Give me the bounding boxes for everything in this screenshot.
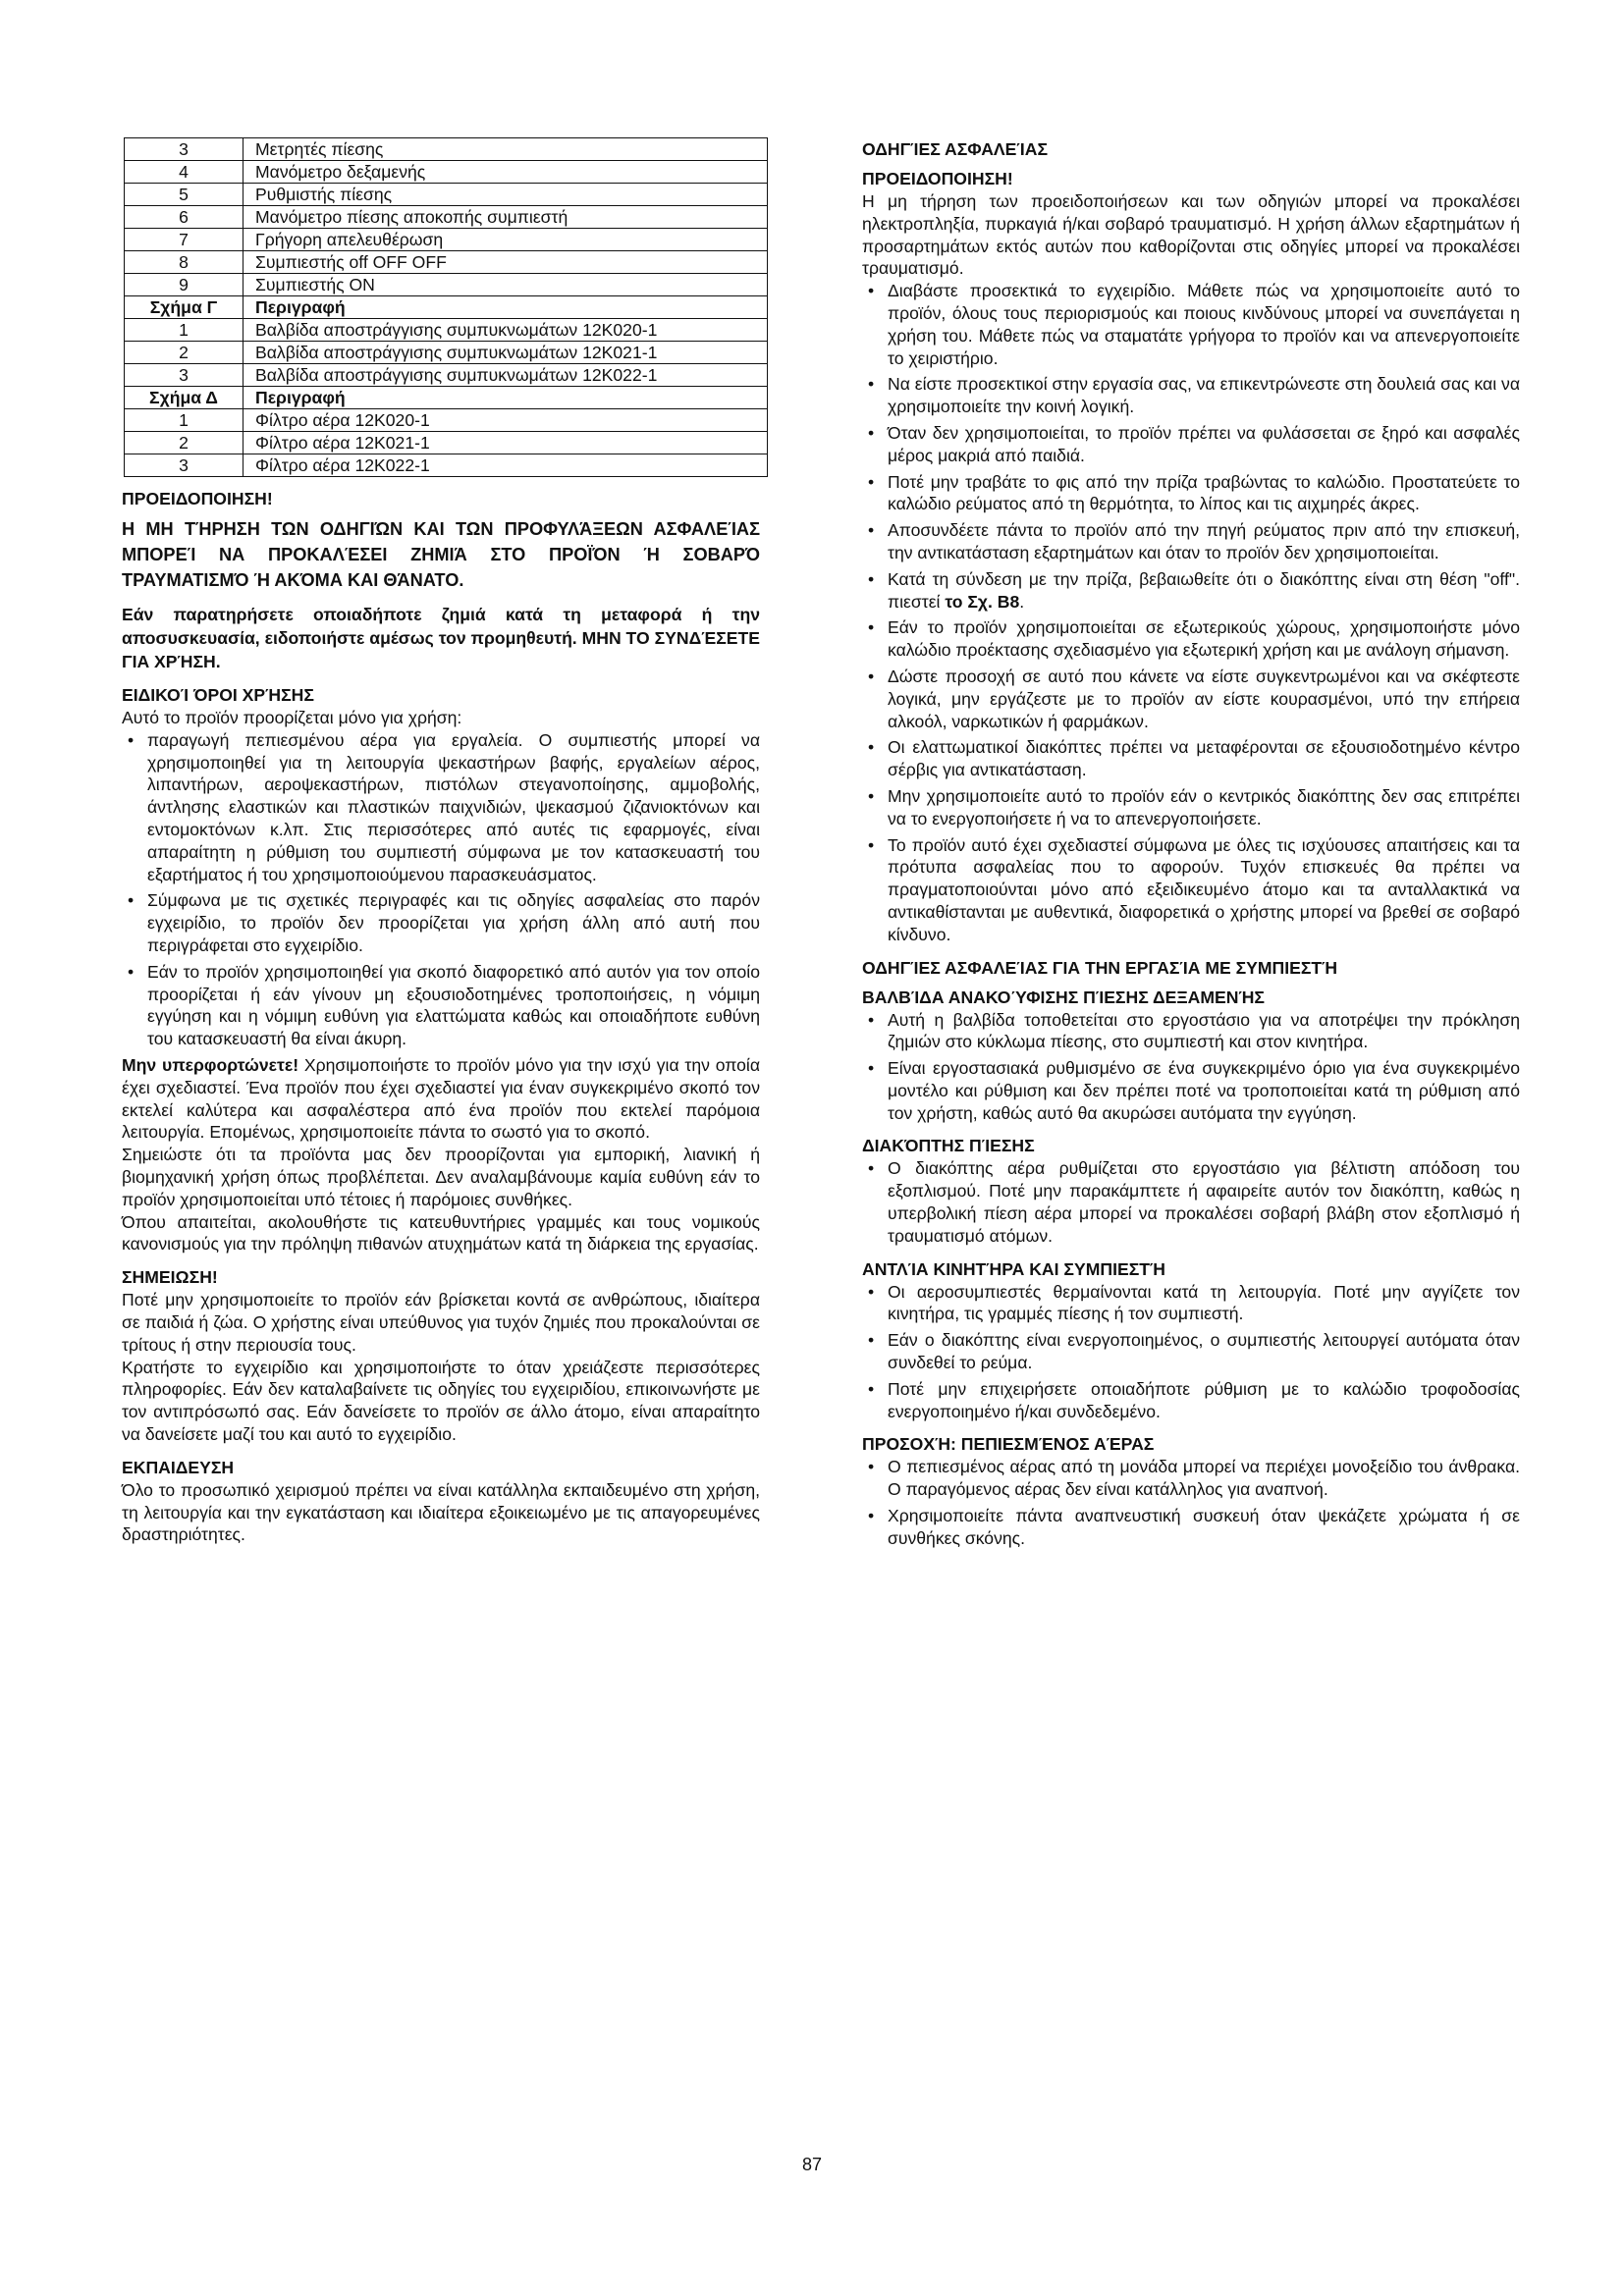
table-cell-number: 6 — [125, 206, 244, 229]
list-item: • Είναι εργοστασιακά ρυθμισμένο σε ένα συγκεκριμένο όριο για ένα συγκεκριμένο μοντέλο και ρύθμιση και δεν πρέπει ποτέ να τροποποιείται κατά τη ρύθμιση από τον χρήστη, καθώς αυτό θα ακυρώσει αυτόματα την εγγύηση. — [862, 1057, 1520, 1124]
list-item: • Ο διακόπτης αέρα ρυθμίζεται στο εργοστάσιο για βέλτιστη απόδοση του εξοπλισμού. Ποτέ μην παρακάμπτετε ή αφαιρείτε αυτόν τον διακόπτη, καθώς η υπερβολική πίεση αέρα μπορεί να προκαλέσει σοβαρή βλάβη στον εξοπλισμό ή τραυματισμό ατόμων. — [862, 1157, 1520, 1247]
list-item — [862, 568, 1520, 614]
table-row — [125, 274, 768, 296]
table-cell-description: Φίλτρο αέρα 12K020-1 — [244, 409, 768, 432]
list-item: • Όταν δεν χρησιμοποιείται, το προϊόν πρέπει να φυλάσσεται σε ξηρό και ασφαλές μέρος μακριά από παιδιά. — [862, 422, 1520, 467]
parts-table — [124, 137, 768, 477]
list-item: • Ποτέ μην τραβάτε το φις από την πρίζα τραβώντας το καλώδιο. Προστατεύετε το καλώδιο ρεύματος από τη θερμότητα, το λίπος και τις αιχμηρές άκρες. — [862, 471, 1520, 516]
plug-figure-ref: το Σχ. Β8 — [945, 591, 1020, 612]
valve-title: ΒΑΛΒΊΔΑ ΑΝΑΚΟΎΦΙΣΗΣ ΠΊΕΣΗΣ ΔΕΞΑΜΕΝΉΣ — [862, 987, 1265, 1007]
list-item: • Χρησιμοποιείτε πάντα αναπνευστική συσκευή όταν ψεκάζετε χρώματα ή σε συνθήκες σκόνης. — [862, 1505, 1520, 1550]
table-cell-description: Περιγραφή — [244, 387, 768, 409]
right-column — [862, 137, 1520, 1554]
switch-list — [862, 1157, 1520, 1247]
list-item: • Αυτή η βαλβίδα τοποθετείται στο εργοστάσιο για να αποτρέψει την πρόκληση ζημιών στο κύκλωμα πίεσης, στο συμπιεστή και στον κινητήρα. — [862, 1009, 1520, 1054]
table-cell-number: 7 — [125, 229, 244, 251]
table-cell-number: 4 — [125, 161, 244, 184]
left-column — [122, 137, 760, 1546]
table-cell-number: 2 — [125, 432, 244, 454]
table-row — [125, 364, 768, 387]
table-row — [125, 229, 768, 251]
list-item: • Μην χρησιμοποιείτε αυτό το προϊόν εάν ο κεντρικός διακόπτης δεν σας επιτρέπει να το ενεργοποιήσετε ή να το απενεργοποιήσετε. — [862, 785, 1520, 830]
training-text: Όλο το προσωπικό χειρισμού πρέπει να είναι κατάλληλα εκπαιδευμένο στη χρήση, τη λειτουργία και την εγκατάσταση και ιδιαίτερα εξοικειωμένο με τις απαγορευμένες δραστηριότητες. — [122, 1479, 760, 1545]
valve-list — [862, 1009, 1520, 1125]
list-item: • Εάν το προϊόν χρησιμοποιηθεί για σκοπό διαφορετικό από αυτόν για τον οποίο προορίζεται ή εάν γίνουν μη εξουσιοδοτημένες τροποποιήσεις, η νόμιμη εγγύηση και η νόμιμη ευθύνη για ελαττώματα καθώς και οποιαδήποτε ευθύνη του κατασκευαστή θα είναι άκυρη. — [122, 961, 760, 1050]
table-header-row — [125, 296, 768, 319]
overload-text: Χρησιμοποιήστε το προϊόν μόνο για την ισχύ για την οποία έχει σχεδιαστεί. Ένα προϊόν που έχει σχεδιαστεί για έναν συγκεκριμένο σκοπό τον εκτελεί καλύτερα και ασφαλέστερα από ένα προϊόν που εκτελεί παρόμοια λειτουργία. Επομένως, χρησιμοποιείτε πάντα το σωστό για το σκοπό. — [122, 1054, 760, 1143]
remark-paragraph-1: Ποτέ μην χρησιμοποιείτε το προϊόν εάν βρίσκεται κοντά σε ανθρώπους, ιδιαίτερα σε παιδιά ή ζώα. Ο χρήστης είναι υπεύθυνος για τυχόν ζημιές που προκαλούνται σε τρίτους ή στην περιουσία τους. — [122, 1290, 760, 1355]
list-item: • παραγωγή πεπιεσμένου αέρα για εργαλεία. Ο συμπιεστής μπορεί να χρησιμοποιηθεί για τη λειτουργία ψεκαστήρων βαφής, εργαλείων αέρος, λιπαντήρων, αεροψεκαστήρων, πιστόλων στεγανοποίησης, αμμοβολής, άντλησης ελαστικών και πλαστικών παιχνιδιών, ψεκασμού ζιζανιοκτόνων και εντομοκτόνων κ.λπ. Στις περισσότερες από αυτές τις εφαρμογές, είναι απαραίτητη η ρύθμιση του συμπιεστή σύμφωνα με τον κατασκευαστή του εξαρτήματος ή του χρησιμοποιούμενου παρασκευάσματος. — [122, 729, 760, 886]
right-warning-text: Η μη τήρηση των προειδοποιήσεων και των οδηγιών μπορεί να προκαλέσει ηλεκτροπληξία, πυρκαγιά ή/και σοβαρό τραυματισμό. Η χρήση άλλων εξαρτημάτων ή προσαρτημάτων εκτός αυτών που καθορίζονται στις οδηγίες μπορεί να προκαλέσει τραυματισμό. — [862, 191, 1520, 279]
training-title: ΕΚΠΑΙΔΕΥΣΗ — [122, 1457, 235, 1477]
switch-title: ΔΙΑΚΌΠΤΗΣ ΠΊΕΣΗΣ — [862, 1136, 1035, 1156]
air-title: ΠΡΟΣΟΧΉ: ΠΕΠΙΕΣΜΈΝΟΣ ΑΈΡΑΣ — [862, 1434, 1155, 1455]
right-warning-title: ΠΡΟΕΙΔΟΠΟΙΗΣΗ! — [862, 169, 1013, 188]
list-item: • Εάν ο διακόπτης είναι ενεργοποιημένος, ο συμπιεστής λειτουργεί αυτόματα όταν συνδεθεί το ρεύμα. — [862, 1329, 1520, 1374]
list-item: • Σύμφωνα με τις σχετικές περιγραφές και τις οδηγίες ασφαλείας στο παρόν εγχειρίδιο, το προϊόν δεν προορίζεται για χρήση άλλη από αυτή που περιγράφεται στο εγχειρίδιο. — [122, 889, 760, 956]
list-item: • Ποτέ μην επιχειρήσετε οποιαδήποτε ρύθμιση με το καλώδιο τροφοδοσίας ενεργοποιημένο ή/και συνδεδεμένο. — [862, 1378, 1520, 1423]
list-item: • Ο πεπιεσμένος αέρας από τη μονάδα μπορεί να περιέχει μονοξείδιο του άνθρακα. Ο παραγόμενος αέρας δεν είναι κατάλληλος για αναπνοή. — [862, 1456, 1520, 1501]
compressor-safety-title: ΟΔΗΓΊΕΣ ΑΣΦΑΛΕΊΑΣ ΓΙΑ ΤΗΝ ΕΡΓΑΣΊΑ ΜΕ ΣΥΜΠΙΕΣΤΉ — [862, 957, 1338, 978]
regulations-note: Όπου απαιτείται, ακολουθήστε τις κατευθυντήριες γραμμές και τους νομικούς κανονισμούς για την πρόληψη πιθανών ατυχημάτων κατά τη διάρκεια της εργασίας. — [122, 1211, 760, 1255]
table-cell-description: Βαλβίδα αποστράγγισης συμπυκνωμάτων 12K022-1 — [244, 364, 768, 387]
overload-lead: Μην υπερφορτώνετε! — [122, 1054, 299, 1075]
warning-caps-text: Η ΜΗ ΤΉΡΗΣΗ ΤΩΝ ΟΔΗΓΙΏΝ ΚΑΙ ΤΩΝ ΠΡΟΦΥΛΆΞΕΩΝ ΑΣΦΑΛΕΊΑΣ ΜΠΟΡΕΊ ΝΑ ΠΡΟΚΑΛΈΣΕΙ ΖΗΜΙΆ ΣΤΟ ΠΡΟΪΌΝ Ή ΣΟΒΑΡΌ ΤΡΑΥΜΑΤΙΣΜΌ Ή ΑΚΌΜΑ ΚΑΙ ΘΆΝΑΤΟ. — [122, 519, 760, 590]
table-cell-description: Μετρητές πίεσης — [244, 138, 768, 161]
list-item: • Να είστε προσεκτικοί στην εργασία σας, να επικεντρώνεστε στη δουλειά σας και να χρησιμοποιείτε την κοινή λογική. — [862, 373, 1520, 418]
table-cell-number: 9 — [125, 274, 244, 296]
table-row — [125, 342, 768, 364]
safety-list — [862, 280, 1520, 564]
warning-title: ΠΡΟΕΙΔΟΠΟΙΗΣΗ! — [122, 489, 273, 508]
table-cell-description: Περιγραφή — [244, 296, 768, 319]
overload-paragraph — [122, 1054, 760, 1144]
list-item: • Οι ελαττωματικοί διακόπτες πρέπει να μεταφέρονται σε εξουσιοδοτημένο κέντρο σέρβις για αντικατάσταση. — [862, 736, 1520, 781]
usage-intro: Αυτό το προϊόν προορίζεται μόνο για χρήση: — [122, 708, 462, 727]
table-cell-description: Φίλτρο αέρα 12K021-1 — [244, 432, 768, 454]
table-cell-number: 1 — [125, 409, 244, 432]
transport-damage-notice: Εάν παρατηρήσετε οποιαδήποτε ζημιά κατά τη μεταφορά ή την αποσυσκευασία, ειδοποιήστε αμέσως τον προμηθευτή. ΜΗΝ ΤΟ ΣΥΝΔΈΣΕΤΕ ΓΙΑ ΧΡΉΣΗ. — [122, 605, 760, 671]
table-row — [125, 206, 768, 229]
table-cell-number: 2 — [125, 342, 244, 364]
table-cell-number: Σχήμα Γ — [125, 296, 244, 319]
remark-paragraph-2: Κρατήστε το εγχειρίδιο και χρησιμοποιήστε το όταν χρειάζεστε περισσότερες πληροφορίες. Εάν δεν καταλαβαίνετε τις οδηγίες του εγχειριδίου, επικοινωνήστε με τον αντιπρόσωπό σας. Εάν δανείσετε το προϊόν σε άλλο άτομο, είναι απαραίτητο να δανείσετε μαζί του και αυτό το εγχειρίδιο. — [122, 1357, 760, 1444]
safety-title: ΟΔΗΓΊΕΣ ΑΣΦΑΛΕΊΑΣ — [862, 139, 1049, 159]
table-row — [125, 161, 768, 184]
table-cell-description: Συμπιεστής off OFF OFF — [244, 251, 768, 274]
table-row — [125, 184, 768, 206]
table-cell-number: Σχήμα Δ — [125, 387, 244, 409]
table-row — [125, 454, 768, 477]
table-cell-number: 3 — [125, 454, 244, 477]
plug-text: Κατά τη σύνδεση με την πρίζα, βεβαιωθείτε ότι ο διακόπτης είναι στη θέση "off". πιεστεί — [888, 568, 1520, 612]
table-cell-description: Μανόμετρο πίεσης αποκοπής συμπιεστή — [244, 206, 768, 229]
commercial-use-note: Σημειώστε ότι τα προϊόντα μας δεν προορίζονται για εμπορική, λιανική ή βιομηχανική χρήση όπως προβλέπεται. Δεν αναλαμβάνουμε καμία ευθύνη εάν το προϊόν χρησιμοποιείται υπό τέτοιες ή παρόμοιες συνθήκες. — [122, 1145, 760, 1209]
list-item: • Εάν το προϊόν χρησιμοποιείται σε εξωτερικούς χώρους, χρησιμοποιήστε μόνο καλώδιο προέκτασης σχεδιασμένο για εξωτερική χρήση και με ανάλογη σήμανση. — [862, 616, 1520, 662]
plug-list — [862, 568, 1520, 614]
table-cell-description: Μανόμετρο δεξαμενής — [244, 161, 768, 184]
page-number: 87 — [801, 2155, 823, 2174]
list-item: • Διαβάστε προσεκτικά το εγχειρίδιο. Μάθετε πώς να χρησιμοποιείτε αυτό το προϊόν, όλους τους περιορισμούς και ποιους κινδύνους μπορεί να συνεπάγεται η χρήση του. Μάθετε πώς να σταματάτε γρήγορα το προϊόν και να απενεργοποιείτε το χειριστήριο. — [862, 280, 1520, 369]
table-row — [125, 409, 768, 432]
plug-end: . — [1019, 591, 1025, 612]
table-row — [125, 319, 768, 342]
table-cell-number: 1 — [125, 319, 244, 342]
table-cell-description: Γρήγορη απελευθέρωση — [244, 229, 768, 251]
table-cell-description: Βαλβίδα αποστράγγισης συμπυκνωμάτων 12K021-1 — [244, 342, 768, 364]
table-row — [125, 251, 768, 274]
table-cell-description: Συμπιεστής ON — [244, 274, 768, 296]
table-cell-number: 3 — [125, 138, 244, 161]
usage-list — [122, 729, 760, 1050]
table-cell-description: Βαλβίδα αποστράγγισης συμπυκνωμάτων 12K020-1 — [244, 319, 768, 342]
table-cell-description: Φίλτρο αέρα 12K022-1 — [244, 454, 768, 477]
remark-title: ΣΗΜΕΙΩΣΗ! — [122, 1267, 218, 1288]
air-list — [862, 1456, 1520, 1549]
table-cell-number: 5 — [125, 184, 244, 206]
table-cell-number: 3 — [125, 364, 244, 387]
list-item: • Οι αεροσυμπιεστές θερμαίνονται κατά τη λειτουργία. Ποτέ μην αγγίζετε τον κινητήρα, τις γραμμές πίεσης ή τον συμπιεστή. — [862, 1281, 1520, 1326]
table-cell-number: 8 — [125, 251, 244, 274]
pump-title: ΑΝΤΛΊΑ ΚΙΝΗΤΉΡΑ ΚΑΙ ΣΥΜΠΙΕΣΤΉ — [862, 1258, 1165, 1279]
table-row — [125, 138, 768, 161]
table-row — [125, 432, 768, 454]
safety-list-2 — [862, 616, 1520, 945]
list-item: • Δώστε προσοχή σε αυτό που κάνετε να είστε συγκεντρωμένοι και να σκέφτεστε λογικά, μην εργάζεστε με το προϊόν αν είστε κουρασμένοι, υπό την επήρεια αλκοόλ, ναρκωτικών ή φαρμάκων. — [862, 666, 1520, 732]
list-item: • Αποσυνδέετε πάντα το προϊόν από την πηγή ρεύματος πριν από την επισκευή, την αντικατάσταση εξαρτημάτων και όταν το προϊόν δεν χρησιμοποιείται. — [862, 519, 1520, 564]
table-cell-description: Ρυθμιστής πίεσης — [244, 184, 768, 206]
usage-title: ΕΙΔΙΚΟΊ ΌΡΟΙ ΧΡΉΣΗΣ — [122, 685, 314, 705]
table-header-row — [125, 387, 768, 409]
list-item: • Το προϊόν αυτό έχει σχεδιαστεί σύμφωνα με όλες τις ισχύουσες απαιτήσεις και τα πρότυπα ασφαλείας που το αφορούν. Τυχόν επισκευές θα πρέπει να πραγματοποιούνται μόνο από εξειδικευμένο άτομο και τα ανταλλακτικά να αντικαθίστανται με αυθεντικά, διαφορετικά ο χρήστης μπορεί να βρεθεί σε σοβαρό κίνδυνο. — [862, 834, 1520, 946]
pump-list — [862, 1281, 1520, 1423]
